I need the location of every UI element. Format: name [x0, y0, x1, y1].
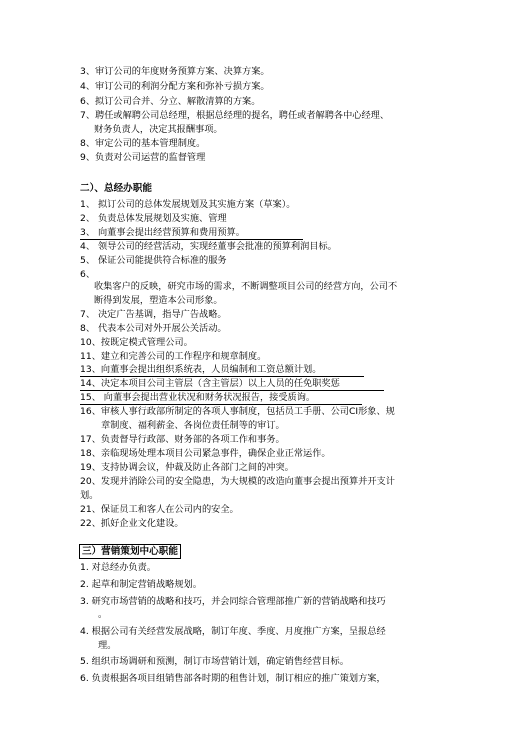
list-item-continuation: 理。	[98, 640, 117, 651]
list-item: 19、支持协调会议，仲裁及防止各部门之间的冲突。	[80, 462, 294, 473]
list-item: 5、 保证公司能提供符合标准的服务	[80, 255, 227, 266]
list-item: 6、	[80, 269, 96, 280]
list-item-continuation: 收集客户的反映，研究市场的需求，不断调整项目公司的经营方向，公司不	[94, 281, 398, 292]
list-item: 22、抓好企业文化建设。	[80, 518, 184, 529]
list-item: 4、审订公司的利润分配方案和弥补亏损方案。	[80, 81, 270, 92]
list-item: 1、 拟订公司的总体发展规划及其实施方案（草案）。	[80, 199, 296, 210]
list-item: 11、建立和完善公司的工作程序和规章制度。	[80, 351, 267, 362]
list-item: 9、负责对公司运营的监督管理	[80, 152, 206, 163]
list-item: 3、审订公司的年度财务预算方案、决算方案。	[80, 66, 270, 77]
section-heading-boxed: 三）营销策划中心职能	[79, 544, 181, 559]
list-item: 10、按既定模式管理公司。	[80, 337, 193, 348]
list-item: 2. 起草和制定营销战略规划。	[80, 579, 202, 590]
list-item-underlined: 14、决定本项目公司主管层（含主管层）以上人员的任免职奖惩	[80, 378, 384, 391]
list-item: 8、审定公司的基本管理制度。	[80, 138, 206, 149]
list-item-continuation: 。	[98, 609, 108, 620]
list-item: 8、 代表本公司对外开展公关活动。	[80, 323, 227, 334]
list-item: 6. 负责根据各项目组销售部各时期的租售计划，制订相应的推广策划方案，	[80, 673, 386, 684]
list-item: 7、聘任或解聘公司总经理，根据总经理的提名，聘任或者解聘各中心经理、	[80, 110, 390, 121]
list-item: 6、拟订公司合并、分立、解散清算的方案。	[80, 96, 261, 107]
list-item: 18、亲临现场处理本项目公司紧急事件，确保企业正常运作。	[80, 448, 331, 459]
section-heading: 二）、总经办职能	[80, 183, 152, 194]
list-item: 4. 根据公司有关经营发展战略，制订年度、季度、月度推广方案，呈报总经	[80, 626, 386, 637]
list-item: 1. 对总经办负责。	[80, 562, 156, 573]
list-item: 21、保证员工和客人在公司内的安全。	[80, 504, 239, 515]
list-item: 2、 负责总体发展规划及实施、管理	[80, 213, 227, 224]
list-item-continuation: 财务负责人，决定其报酬事项。	[94, 124, 223, 135]
list-item: 4、 领导公司的经营活动，实现经董事会批准的预算利润目标。	[80, 241, 337, 252]
list-item: 20、发现并消除公司的安全隐患，为大规模的改造向董事会提出预算并开支计	[80, 476, 395, 487]
list-item-continuation: 断得到发展，塑造本公司形象。	[94, 295, 223, 306]
list-item-underlined: 3、 向董事会提出经营预算和费用预算。	[80, 227, 303, 240]
list-item: 5. 组织市场调研和预测，制订市场营销计划，确定销售经营目标。	[80, 656, 349, 667]
list-item: 3. 研究市场营销的战略和技巧，并会同综合管理部推广新的营销战略和技巧	[80, 596, 386, 607]
list-item: 17、负责督导行政部、财务部的各项工作和事务。	[80, 434, 285, 445]
list-item-continuation: 章制度、福利薪金、各岗位责任制等的审订。	[101, 420, 285, 431]
list-item-underlined: 15、 向董事会提出营业状况和财务状况报告，接受质询。	[80, 392, 362, 405]
list-item: 7、 决定广告基调，指导广告战略。	[80, 309, 227, 320]
list-item: 16、审核人事行政部所制定的各项人事制度，包括员工手册、公司CI形象、规	[80, 406, 395, 417]
list-item-continuation: 划。	[80, 490, 99, 501]
list-item-underlined: 13、向董事会提出组织系统表，人员编制和工资总额计划。	[80, 364, 364, 377]
